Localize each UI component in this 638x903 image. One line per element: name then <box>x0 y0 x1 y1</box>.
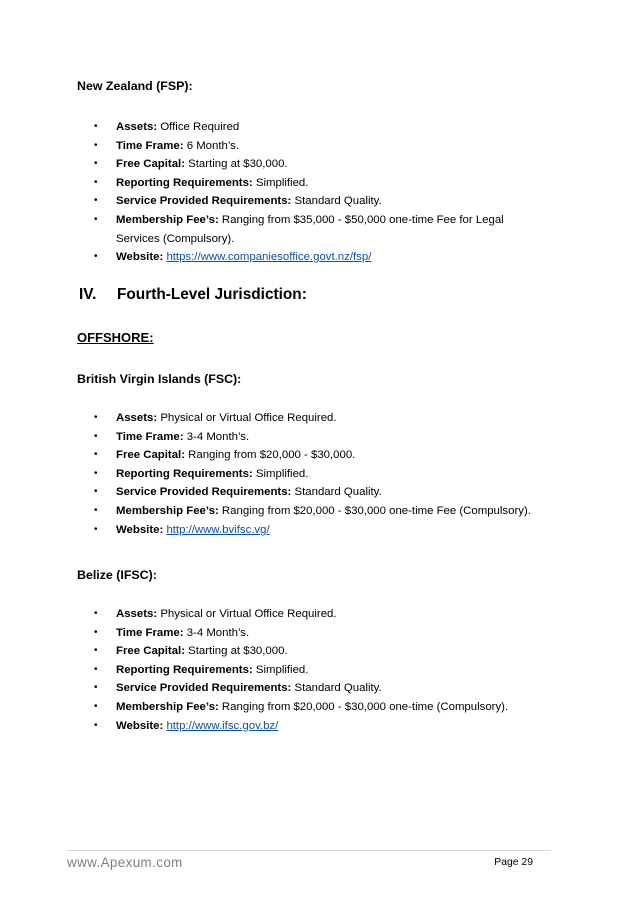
bullet-icon: • <box>94 412 98 423</box>
bullet-icon: • <box>94 523 98 535</box>
list-item-service: • Service Provided Requirements: Standard Quality. <box>94 483 531 502</box>
website-link-bvi[interactable]: http://www.bvifsc.vg/ <box>166 523 270 536</box>
list-item-time-frame: • Time Frame: 6 Month’s. <box>94 137 526 156</box>
list-item-reporting: • Reporting Requirements: Simplified. <box>94 661 508 680</box>
bullet-icon: • <box>94 158 98 170</box>
list-item-assets: • Assets: Physical or Virtual Office Required. <box>94 605 508 624</box>
list-item-membership-fee: • Membership Fee’s: Ranging from $20,000 - $30,000 one-time (Compulsory). <box>94 698 508 717</box>
list-item-reporting: • Reporting Requirements: Simplified. <box>94 174 526 193</box>
bullet-icon: • <box>94 195 98 207</box>
list-item-reporting: • Reporting Requirements: Simplified. <box>94 465 531 484</box>
list-item-time-frame: • Time Frame: 3-4 Month’s. <box>94 428 531 447</box>
list-item-assets: • Assets: Physical or Virtual Office Required. <box>94 409 531 428</box>
bullet-icon: • <box>94 626 98 638</box>
offshore-heading: OFFSHORE: <box>77 330 154 345</box>
list-item-membership-fee: • Membership Fee’s: Ranging from $20,000 - $30,000 one-time Fee (Compulsory). <box>94 502 531 521</box>
bullet-icon: • <box>94 467 98 479</box>
section-title-new-zealand: New Zealand (FSP): <box>77 79 193 93</box>
list-item-membership-fee: • Membership Fee’s: Ranging from $35,000 - $50,000 one-time Fee for Legal Services (Compulsory). <box>94 211 526 248</box>
list-item-assets: • Assets: Office Required <box>94 118 526 137</box>
bullet-icon: • <box>94 645 98 657</box>
new-zealand-list <box>94 118 526 267</box>
section-heading <box>79 286 307 304</box>
bullet-icon: • <box>94 719 98 731</box>
section-title-belize: Belize (IFSC): <box>77 568 157 582</box>
bullet-icon: • <box>94 449 98 461</box>
website-link-new-zealand[interactable]: https://www.companiesoffice.govt.nz/fsp/ <box>166 251 372 264</box>
list-item-free-capital: • Free Capital: Starting at $30,000. <box>94 642 508 661</box>
page-number: Page 29 <box>494 857 533 868</box>
belize-list <box>94 605 508 735</box>
heading-title: Fourth-Level Jurisdiction: <box>117 286 307 303</box>
page-footer <box>67 850 551 873</box>
list-item-free-capital: • Free Capital: Ranging from $20,000 - $30,000. <box>94 446 531 465</box>
footer-website: www.Apexum.com <box>67 855 183 870</box>
bullet-icon: • <box>94 139 98 151</box>
bullet-icon: • <box>94 700 98 712</box>
website-link-belize[interactable]: http://www.ifsc.gov.bz/ <box>166 719 279 732</box>
bullet-icon: • <box>94 251 98 263</box>
bullet-icon: • <box>94 682 98 694</box>
list-item-free-capital: • Free Capital: Starting at $30,000. <box>94 155 526 174</box>
bullet-icon: • <box>94 213 98 225</box>
list-item-service: • Service Provided Requirements: Standard Quality. <box>94 679 508 698</box>
bvi-list <box>94 409 531 539</box>
bullet-icon: • <box>94 486 98 498</box>
list-item-website: • Website: http://www.ifsc.gov.bz/ <box>94 717 508 736</box>
bullet-icon: • <box>94 663 98 675</box>
bullet-icon: • <box>94 176 98 188</box>
list-item-time-frame: • Time Frame: 3-4 Month’s. <box>94 624 508 643</box>
heading-number: IV. <box>79 286 97 303</box>
list-item-website: • Website: https://www.companiesoffice.govt.nz/fsp/ <box>94 248 526 267</box>
bullet-icon: • <box>94 430 98 442</box>
bullet-icon: • <box>94 504 98 516</box>
bullet-icon: • <box>94 608 98 619</box>
list-item-website: • Website: http://www.bvifsc.vg/ <box>94 521 531 540</box>
section-title-bvi: British Virgin Islands (FSC): <box>77 372 242 386</box>
list-item-service: • Service Provided Requirements: Standard Quality. <box>94 192 526 211</box>
bullet-icon: • <box>94 121 98 132</box>
